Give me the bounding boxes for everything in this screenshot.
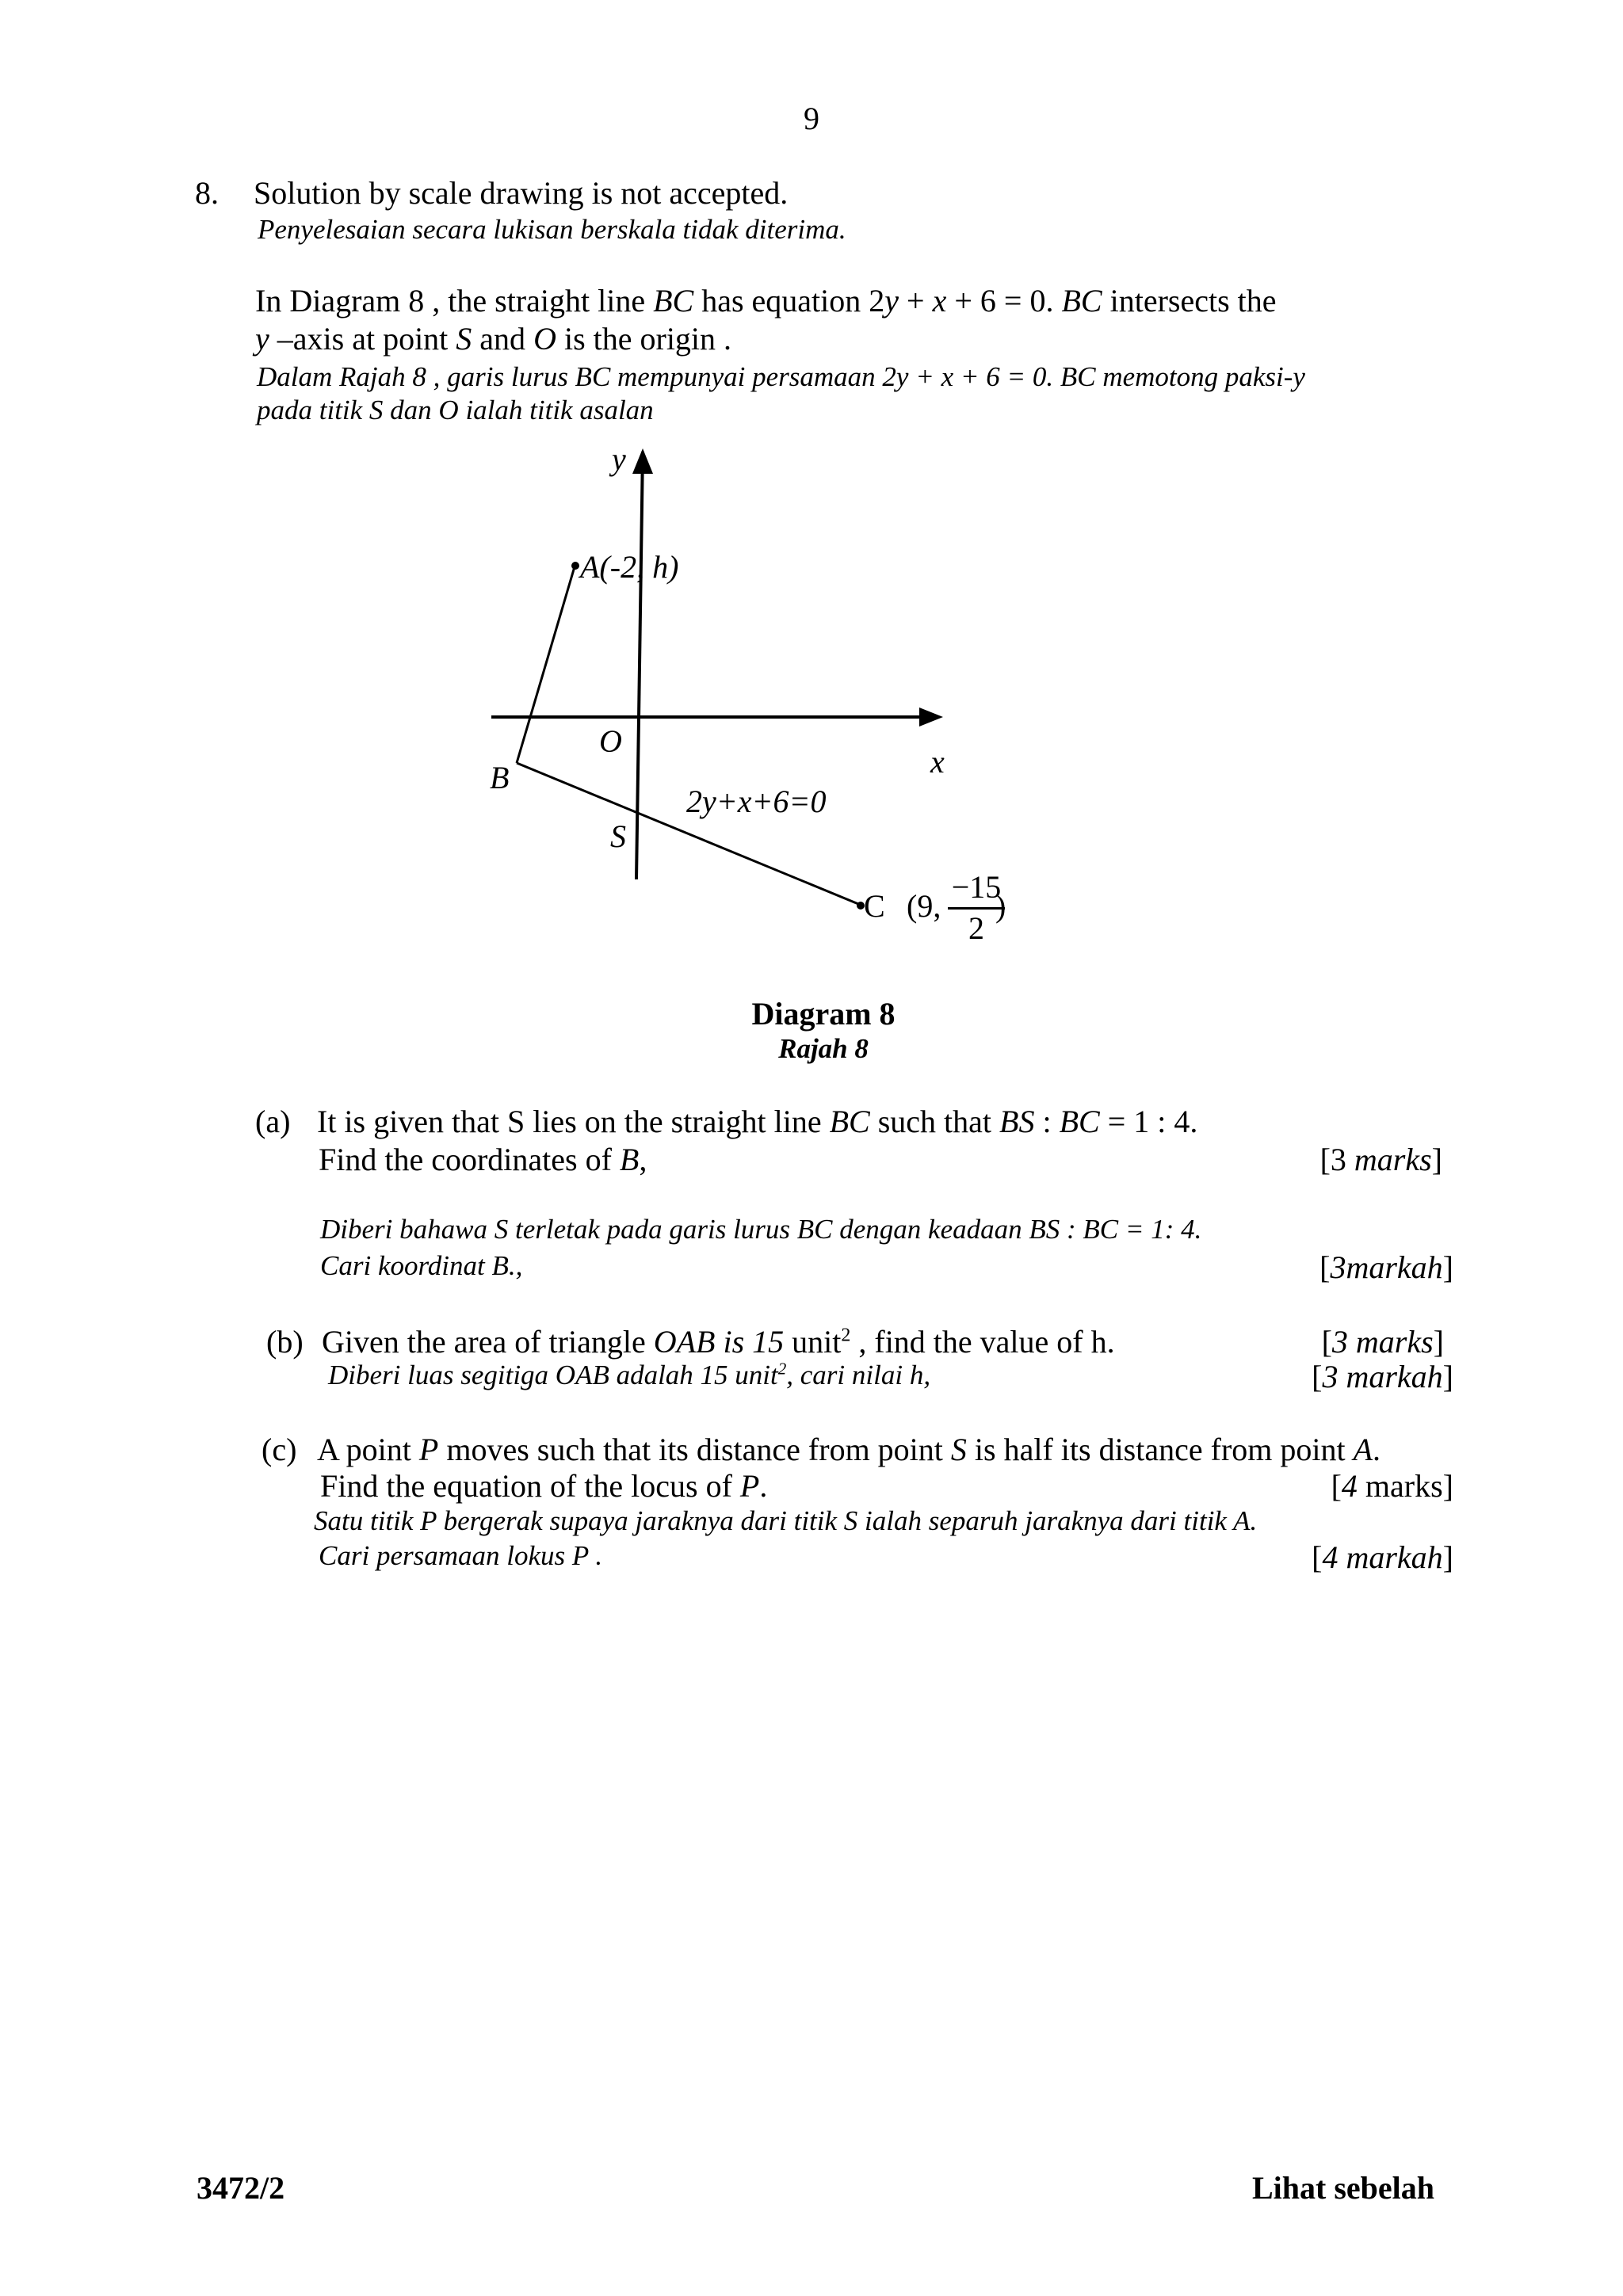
x-axis-arrowhead xyxy=(919,707,943,727)
part-b-ms-marks: [3 markah] xyxy=(1312,1359,1453,1394)
part-a-ms-line-2: Cari koordinat B., xyxy=(320,1250,523,1281)
next-page-note: Lihat sebelah xyxy=(1251,2170,1434,2206)
part-c-label: (c) xyxy=(262,1432,297,1467)
intro-line-2: y –axis at point S and O is the origin . xyxy=(255,321,732,357)
part-c-ms-line-1: Satu titik P bergerak supaya jaraknya dari titik S ialah separuh jaraknya dari titik A. xyxy=(314,1505,1258,1536)
scale-drawing-note-ms: Penyelesaian secara lukisan berskala tidak diterima. xyxy=(258,214,846,245)
part-c-line-1: A point P moves such that its distance from point S is half its distance from point A. xyxy=(317,1432,1381,1467)
x-axis-label: x xyxy=(930,744,945,780)
point-s-label: S xyxy=(610,818,626,854)
y-axis-label: y xyxy=(612,441,626,477)
point-c-coord-numerator: −15 xyxy=(951,869,1002,905)
part-a-marks: [3 marks] xyxy=(1319,1142,1442,1177)
part-a-ms-line-1: Diberi bahawa S terletak pada garis lurus BC dengan keadaan BS : BC = 1: 4. xyxy=(320,1214,1202,1245)
part-a-label: (a) xyxy=(255,1104,291,1139)
part-c-marks: [4 marks] xyxy=(1331,1468,1453,1504)
part-c-ms-marks: [4 markah] xyxy=(1312,1539,1453,1575)
part-b-ms-line: Diberi luas segitiga OAB adalah 15 unit$^2$, cari nilai h, xyxy=(328,1359,931,1390)
point-c-label: C xyxy=(864,888,885,924)
page-number: 9 xyxy=(804,101,819,136)
point-c-coord-open: (9, xyxy=(907,888,941,924)
paper-code: 3472/2 xyxy=(197,2170,285,2206)
point-a-dot xyxy=(571,562,579,570)
part-c-line-2: Find the equation of the locus of P. xyxy=(320,1468,768,1504)
part-c-ms-line-2: Cari persamaan lokus P . xyxy=(319,1540,603,1571)
line-equation-label: 2y+x+6=0 xyxy=(686,784,827,819)
diagram-caption-ms: Rajah 8 xyxy=(778,1033,869,1064)
part-b-label: (b) xyxy=(266,1324,304,1360)
intro-line-1: In Diagram 8 , the straight line BC has equation 2y + x + 6 = 0. BC intersects the xyxy=(255,283,1277,318)
point-b-label: B xyxy=(490,760,510,795)
point-a-label: A(-2, h) xyxy=(580,549,679,585)
intro-ms-line-1: Dalam Rajah 8 , garis lurus BC mempunyai persamaan 2y + x + 6 = 0. BC memotong paksi-y xyxy=(257,361,1305,392)
part-a-line-2: Find the coordinates of B, xyxy=(319,1142,647,1177)
line-ab xyxy=(517,564,575,763)
question-number: 8. xyxy=(195,175,219,211)
part-a-ms-marks: [3markah] xyxy=(1319,1249,1453,1285)
part-b-line: Given the area of triangle OAB is 15 unit$^2$ , find the value of h. xyxy=(322,1324,1115,1360)
origin-label: O xyxy=(599,723,622,759)
y-axis-arrowhead xyxy=(632,448,653,474)
diagram-caption: Diagram 8 xyxy=(751,996,896,1032)
part-a-line-1: It is given that S lies on the straight line BC such that BS : BC = 1 : 4. xyxy=(317,1104,1198,1139)
intro-ms-line-2: pada titik S dan O ialah titik asalan xyxy=(257,395,654,425)
point-c-coord-close: ) xyxy=(995,888,1006,924)
part-b-marks: [3 marks] xyxy=(1321,1324,1444,1360)
point-c-coord-denominator: 2 xyxy=(968,910,984,946)
scale-drawing-note: Solution by scale drawing is not accepted. xyxy=(254,175,789,211)
